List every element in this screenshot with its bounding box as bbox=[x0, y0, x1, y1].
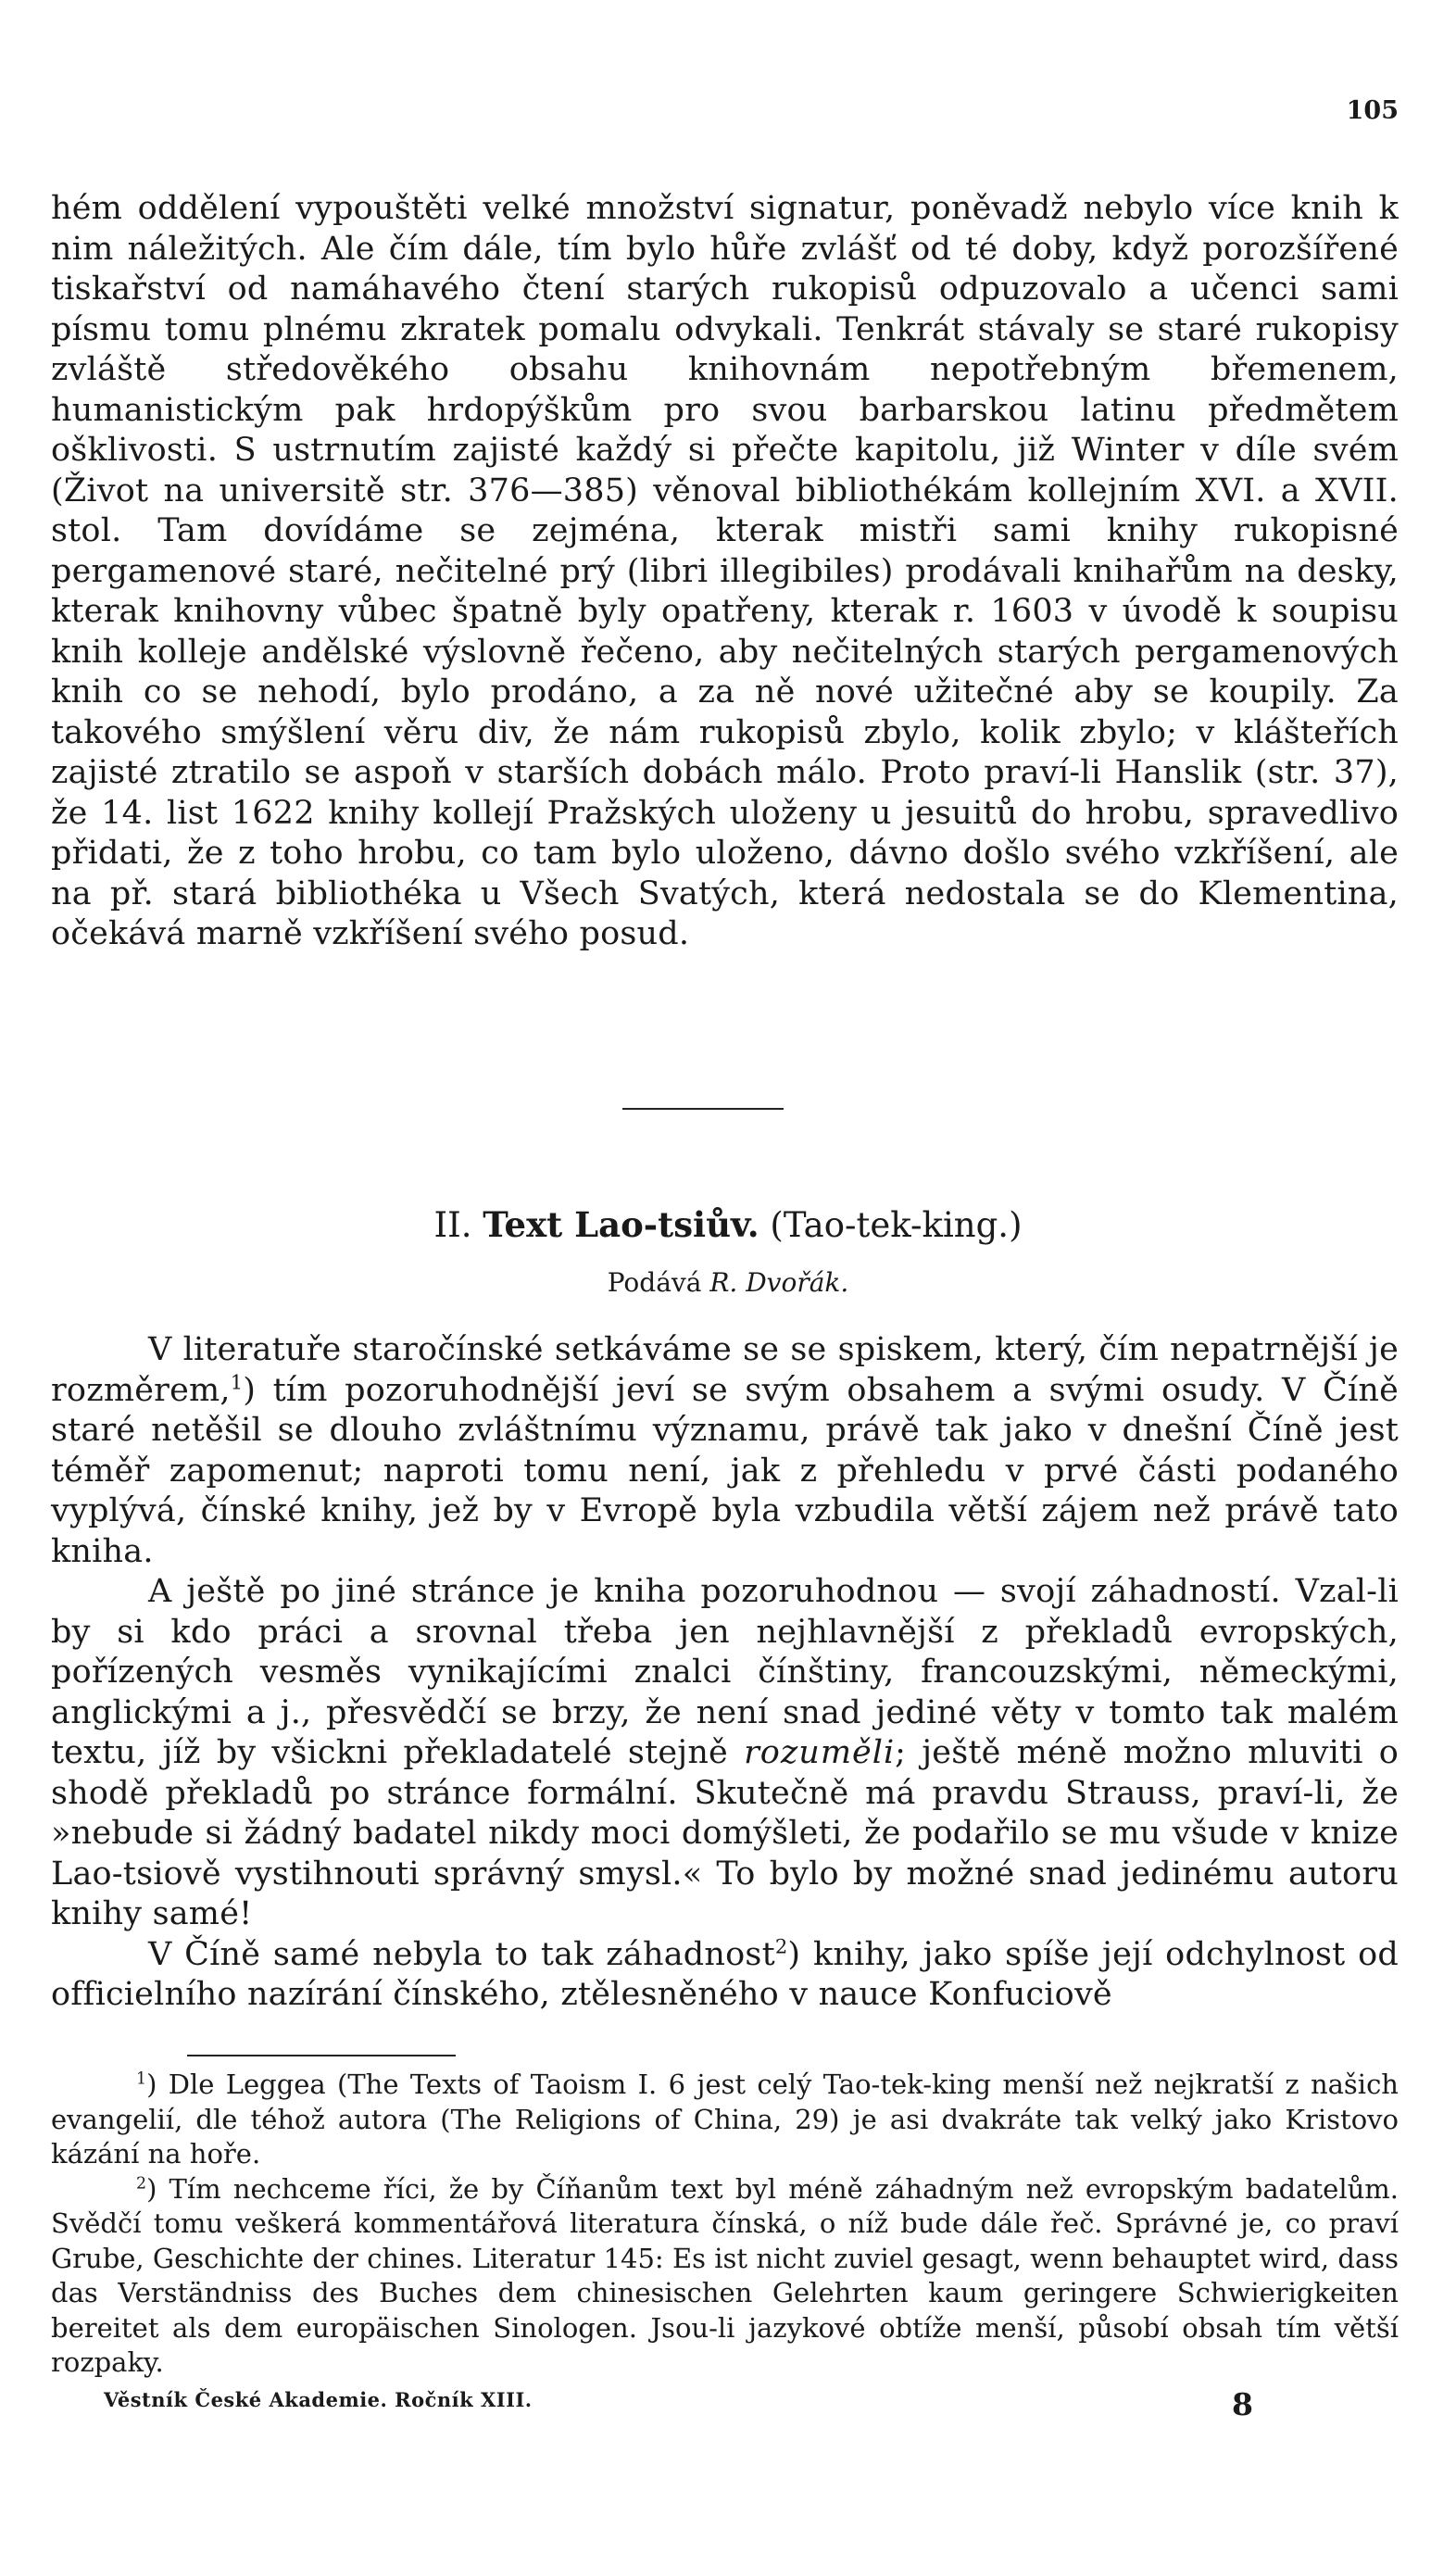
footnote-ref[interactable]: 2 bbox=[774, 1934, 788, 1957]
section-heading bbox=[0, 1204, 1456, 1245]
paragraph-text: V Číně samé nebyla to tak záhadnost bbox=[148, 1935, 775, 1973]
body-paragraph bbox=[51, 1572, 1399, 1935]
page-number: 105 bbox=[1346, 96, 1399, 125]
section-numeral: II. bbox=[433, 1205, 472, 1245]
footnote bbox=[51, 2068, 1399, 2172]
author-name: R. Dvořák. bbox=[709, 1267, 849, 1298]
continued-text bbox=[51, 189, 1399, 955]
paragraph-text: V literatuře staročínské setkáváme se se spiskem, který, čím nepatrnější je rozměrem, bbox=[51, 1331, 1399, 1409]
footnote-text: ) Tím nechceme říci, že by Číňanům text byl méně záhadným než evropským badatelům. Svědčí tomu veškerá kommentářová literatura čínská, o níž bude dále řeč. Správné je, co praví Grube, Geschichte der chines. Literatur 145: Es ist nicht zuviel gesagt, wenn behauptet wird, dass das Verständniss des Buches dem chinesischen Gelehrten kaum geringere Schwierigkeiten bereitet als dem europäischen Sinologen. Jsou-li jazykové obtíže menší, působí obsah tím větší rozpaky. bbox=[51, 2172, 1399, 2378]
paragraph-text: A ještě po jiné stránce je kniha pozoruhodnou — svojí záhadností. Vzal-li by si kdo práci a srovnal třeba jen nejhlavnější z překladů evropských, pořízených vesměs vynikajícími znalci čínštiny, francouzskými, německými, anglickými a j., přesvědčí se brzy, že není snad jediné věty v tomto tak malém textu, jíž by všickni překladatelé stejně bbox=[51, 1573, 1399, 1771]
footnote-ref[interactable]: 1 bbox=[230, 1370, 244, 1393]
section-subtitle: (Tao-tek-king.) bbox=[770, 1205, 1023, 1245]
footnote-mark: 2 bbox=[136, 2173, 147, 2193]
footnote-text: ) Dle Leggea (The Texts of Taoism I. 6 jest celý Tao-tek-king menší než nejkratší z našich evangelií, dle téhož autora (The Religions of China, 29) je asi dvakráte tak velký jako Kristovo kázání na hoře. bbox=[51, 2069, 1399, 2169]
paragraph-text: ) tím pozoruhodnější jeví se svým obsahem a svými osudy. V Číně staré netěšil se dlouho zvláštnímu významu, právě tak jako v dnešní Číně jest téměř zapomenut; naproti tomu není, jak z přehledu v prvé části podaného vyplývá, čínské knihy, jež by v Evropě byla vzbudila větší zájem než právě tato kniha. bbox=[51, 1371, 1399, 1570]
body-paragraph bbox=[51, 1330, 1399, 1572]
paragraph-text: ; ještě méně možno mluviti o shodě překladů po stránce formální. Skutečně má pravdu Strauss, praví-li, že »nebude si žádný badatel nikdy moci domýšleti, že podařilo se mu všude v knize Lao-tsiově vystihnouti správný smysl.« To bylo by možné snad jedinému autoru knihy samé! bbox=[51, 1734, 1399, 1932]
signature-mark: 8 bbox=[1232, 2386, 1253, 2422]
body-paragraph bbox=[51, 1935, 1399, 2016]
footnote-mark: 1 bbox=[136, 2069, 147, 2089]
footnote-divider bbox=[187, 2055, 456, 2056]
journal-footer: Věstník České Akademie. Ročník XIII. bbox=[104, 2388, 533, 2411]
byline-prefix: Podává bbox=[607, 1267, 702, 1298]
continued-paragraph: hém oddělení vypouštěti velké množství signatur, poněvadž nebylo více knih k nim náležitých. Ale čím dále, tím bylo hůře zvlášť od té doby, když porozšířené tiskařství od namáhavého čtení starých rukopisů odpuzovalo a učenci sami písmu tomu plnému zkratek pomalu odvykali. Tenkrát stávaly se staré rukopisy zvláště středověkého obsahu knihovnám nepotřebným břemenem, humanistickým pak hrdopýškům pro svou barbarskou latinu předmětem ošklivosti. S ustrnutím zajisté každý si přečte kapitolu, již Winter v díle svém (Život na universitě str. 376—385) věnoval bibliothékám kollejním XVI. a XVII. stol. Tam dovídáme se zejména, kterak mistři sami knihy rukopisné pergamenové staré, nečitelné prý (libri illegibiles) prodávali knihařům na desky, kterak knihovny vůbec špatně byly opatřeny, kterak r. 1603 v úvodě k soupisu knih kolleje andělské výslovně řečeno, aby nečitelných starých pergamenových knih co se nehodí, bylo prodáno, a za ně nové užitečné aby se koupily. Za takového smýšlení věru div, že nám rukopisů zbylo, kolik zbylo; v klášteřích zajisté ztratilo se aspoň v starších dobách málo. Proto praví-li Hanslik (str. 37), že 14. list 1622 knihy kollejí Pražských uloženy u jesuitů do hrobu, spravedlivo přidati, že z toho hrobu, co tam bylo uloženo, dávno došlo svého vzkříšení, ale na př. stará bibliothéka u Všech Svatých, která nedostala se do Klementina, očekává marně vzkříšení svého posud. bbox=[51, 190, 1399, 952]
paragraph-text: ) knihy, jako spíše její odchylnost od officielního nazírání čínského, ztělesněného v nauce Konfuciově bbox=[51, 1935, 1399, 2013]
footnote bbox=[51, 2172, 1399, 2381]
section-title: Text Lao-tsiův. bbox=[483, 1204, 759, 1245]
byline bbox=[0, 1267, 1456, 1298]
section-body bbox=[51, 1330, 1399, 2016]
footnotes bbox=[51, 2068, 1399, 2381]
emphasized-word: rozuměli bbox=[744, 1734, 896, 1771]
section-divider bbox=[622, 1108, 784, 1110]
